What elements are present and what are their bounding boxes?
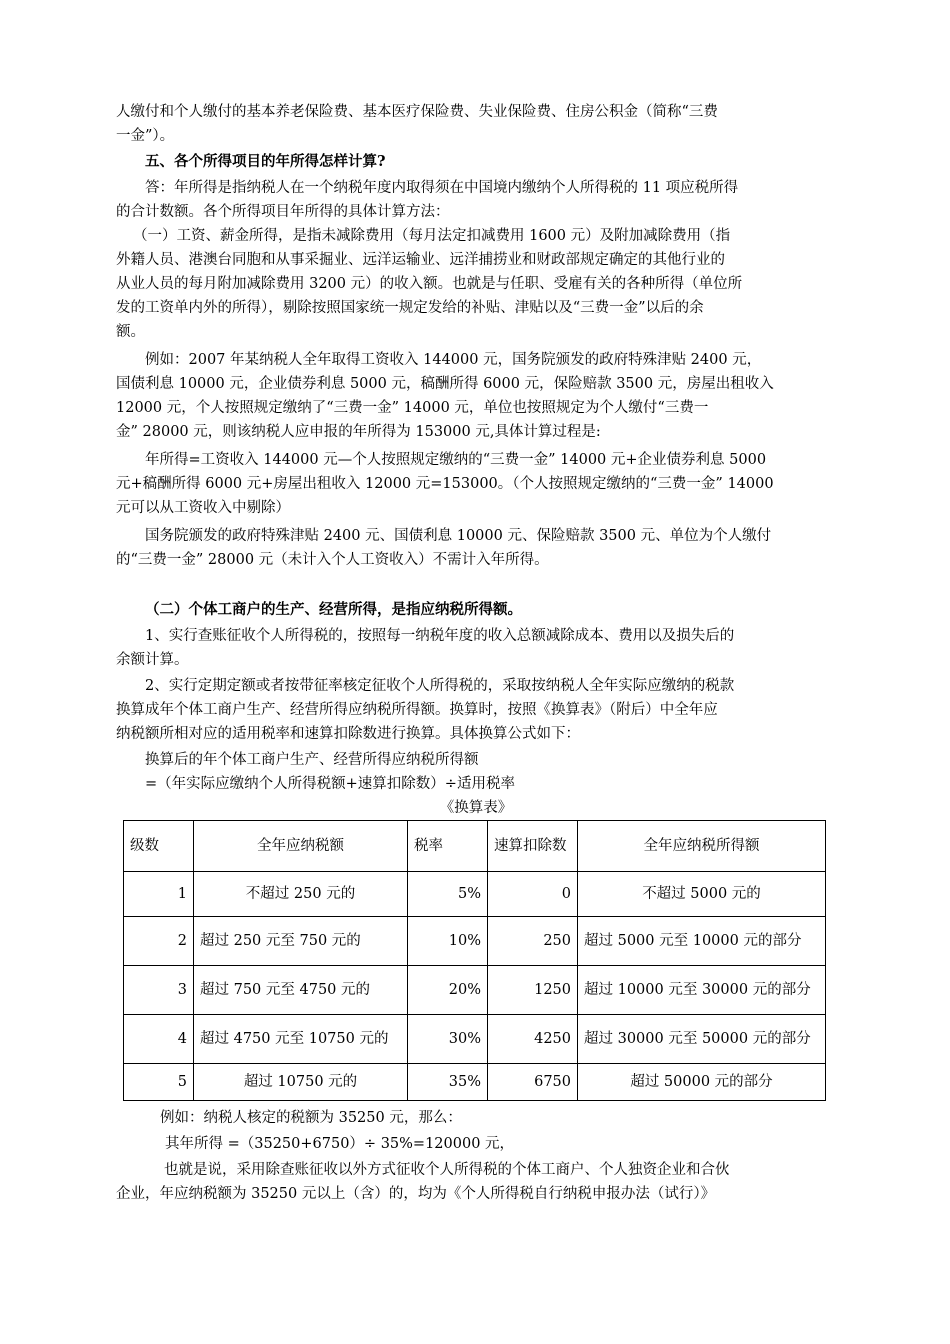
table-row: [124, 917, 826, 966]
paragraph-line: 从业人员的每月附加减除费用 3200 元）的收入额。也就是与任职、受雇有关的各种所得（单位所: [116, 276, 743, 292]
section-heading: （二）个体工商户的生产、经营所得，是指应纳税所得额。: [145, 601, 522, 618]
conversion-table: [123, 820, 826, 1101]
table-row: [124, 1064, 826, 1101]
table-cell: 超过 5000 元至 10000 元的部分: [578, 917, 826, 966]
table-cell: 超过 4750 元至 10750 元的: [194, 1015, 408, 1064]
table-cell: 35%: [408, 1064, 488, 1101]
table-caption: 《换算表》: [439, 800, 513, 816]
table-cell: 超过 10750 元的: [194, 1064, 408, 1101]
table-row: [124, 966, 826, 1015]
table-cell: 5: [124, 1064, 194, 1101]
section-heading: 五、各个所得项目的年所得怎样计算?: [145, 153, 386, 170]
table-cell: 20%: [408, 966, 488, 1015]
table-cell: 超过 250 元至 750 元的: [194, 917, 408, 966]
header-cell: 全年应纳税额: [194, 821, 408, 872]
formula-line: =（年实际应缴纳个人所得税额+速算扣除数）÷适用税率: [145, 776, 515, 792]
table-cell: 3: [124, 966, 194, 1015]
paragraph-line: 国债利息 10000 元，企业债券利息 5000 元，稿酬所得 6000 元，保险赔款 3500 元，房屋出租收入: [116, 376, 774, 392]
header-cell: 级数: [124, 821, 194, 872]
table-cell: 5%: [408, 872, 488, 917]
table-cell: 超过 750 元至 4750 元的: [194, 966, 408, 1015]
paragraph-line: 一金”）。: [116, 128, 175, 144]
table-cell: 30%: [408, 1015, 488, 1064]
header-cell: 税率: [408, 821, 488, 872]
paragraph-line: 1、实行查账征收个人所得税的，按照每一纳税年度的收入总额减除成本、费用以及损失后的: [145, 628, 735, 644]
formula-line: 其年所得 =（35250+6750）÷ 35%=120000 元，: [165, 1136, 515, 1152]
paragraph-line: （一）工资、薪金所得，是指未减除费用（每月法定扣减费用 1600 元）及附加减除费用（指: [133, 228, 731, 244]
paragraph-line: 企业，年应纳税额为 35250 元以上（含）的，均为《个人所得税自行纳税申报办法（试行）》: [116, 1186, 716, 1202]
paragraph-line: 元+稿酬所得 6000 元+房屋出租收入 12000 元=153000。（个人按照规定缴纳的“三费一金” 14000: [116, 476, 774, 492]
header-cell: 全年应纳税所得额: [578, 821, 826, 872]
table-cell: 不超过 5000 元的: [578, 872, 826, 917]
formula-line: 换算后的年个体工商户生产、经营所得应纳税所得额: [145, 752, 479, 768]
paragraph-line: 额。: [116, 324, 145, 340]
paragraph-line: 2、实行定期定额或者按带征率核定征收个人所得税的，采取按纳税人全年实际应缴纳的税款: [145, 678, 735, 694]
header-cell: 速算扣除数: [488, 821, 578, 872]
paragraph-line: 答：年所得是指纳税人在一个纳税年度内取得须在中国境内缴纳个人所得税的 11 项应税所得: [145, 180, 739, 196]
table-cell: 超过 30000 元至 50000 元的部分: [578, 1015, 826, 1064]
paragraph-line: 例如：2007 年某纳税人全年取得工资收入 144000 元，国务院颁发的政府特殊津贴 2400 元，: [145, 352, 762, 368]
table-cell: 超过 50000 元的部分: [578, 1064, 826, 1101]
paragraph-line: 元可以从工资收入中剔除）: [116, 500, 290, 516]
table-cell: 2: [124, 917, 194, 966]
table-cell: 250: [488, 917, 578, 966]
table-row: [124, 872, 826, 917]
table-cell: 不超过 250 元的: [194, 872, 408, 917]
paragraph-line: 发的工资单内外的所得），剔除按照国家统一规定发给的补贴、津贴以及“三费一金”以后的余: [116, 300, 704, 316]
paragraph-line: 12000 元，个人按照规定缴纳了“三费一金” 14000 元，单位也按照规定为个人缴付“三费一: [116, 400, 709, 416]
table-cell: 4250: [488, 1015, 578, 1064]
table-row: [124, 1015, 826, 1064]
paragraph-line: 金” 28000 元，则该纳税人应申报的年所得为 153000 元,具体计算过程是:: [116, 424, 601, 440]
paragraph-line: 年所得=工资收入 144000 元—个人按照规定缴纳的“三费一金” 14000 元+企业债券利息 5000: [145, 452, 767, 468]
paragraph-line: 的“三费一金” 28000 元（未计入个人工资收入）不需计入年所得。: [116, 552, 549, 568]
table-header-row: [124, 821, 826, 872]
table-cell: 1250: [488, 966, 578, 1015]
paragraph-line: 换算成年个体工商户生产、经营所得应纳税所得额。换算时，按照《换算表》（附后）中全年应: [116, 702, 718, 718]
paragraph-line: 例如：纳税人核定的税额为 35250 元，那么：: [160, 1110, 462, 1126]
table-cell: 10%: [408, 917, 488, 966]
paragraph-line: 国务院颁发的政府特殊津贴 2400 元、国债利息 10000 元、保险赔款 3500 元、单位为个人缴付: [145, 528, 772, 544]
paragraph-line: 人缴付和个人缴付的基本养老保险费、基本医疗保险费、失业保险费、住房公积金（简称“三费: [116, 104, 718, 120]
table-cell: 超过 10000 元至 30000 元的部分: [578, 966, 826, 1015]
paragraph-line: 外籍人员、港澳台同胞和从事采掘业、远洋运输业、远洋捕捞业和财政部规定确定的其他行业的: [116, 252, 725, 268]
paragraph-line: 也就是说，采用除查账征收以外方式征收个人所得税的个体工商户、个人独资企业和合伙: [164, 1162, 730, 1178]
paragraph-line: 纳税额所相对应的适用税率和速算扣除数进行换算。具体换算公式如下：: [116, 726, 580, 742]
table-cell: 0: [488, 872, 578, 917]
paragraph-line: 的合计数额。各个所得项目年所得的具体计算方法：: [116, 204, 450, 220]
paragraph-line: 余额计算。: [116, 652, 189, 668]
table-cell: 4: [124, 1015, 194, 1064]
table-cell: 6750: [488, 1064, 578, 1101]
table-cell: 1: [124, 872, 194, 917]
